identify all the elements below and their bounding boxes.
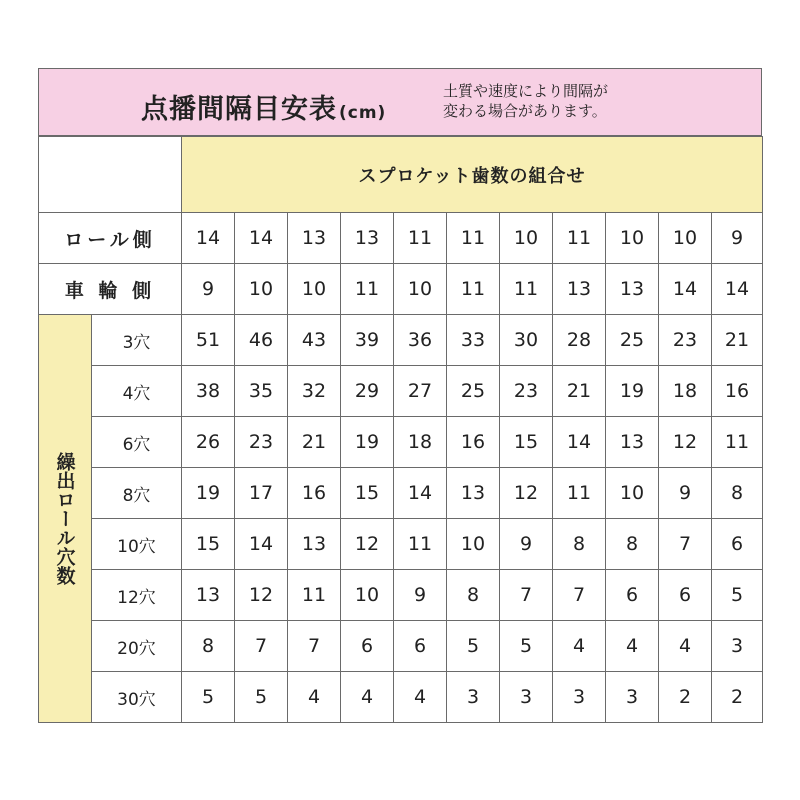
interval-cell-4: 15: [341, 468, 394, 519]
hole-count-label: 3穴: [92, 315, 182, 366]
interval-cell-5: 18: [394, 417, 447, 468]
note-line-1: 土質や速度により間隔が: [443, 82, 609, 100]
wheel-side-cell-1: 9: [182, 264, 235, 315]
wheel-side-cell-10: 14: [659, 264, 712, 315]
interval-cell-2: 5: [235, 672, 288, 723]
interval-cell-11: 21: [712, 315, 763, 366]
interval-cell-10: 18: [659, 366, 712, 417]
interval-cell-11: 2: [712, 672, 763, 723]
interval-cell-9: 19: [606, 366, 659, 417]
interval-cell-7: 30: [500, 315, 553, 366]
interval-cell-1: 13: [182, 570, 235, 621]
interval-cell-3: 7: [288, 621, 341, 672]
note: [443, 81, 608, 121]
interval-cell-11: 11: [712, 417, 763, 468]
wheel-side-cell-4: 11: [341, 264, 394, 315]
interval-cell-5: 6: [394, 621, 447, 672]
interval-cell-3: 32: [288, 366, 341, 417]
interval-cell-1: 8: [182, 621, 235, 672]
roll-side-cell-5: 11: [394, 213, 447, 264]
roll-side-cell-7: 10: [500, 213, 553, 264]
wheel-side-cell-9: 13: [606, 264, 659, 315]
interval-cell-4: 29: [341, 366, 394, 417]
roll-side-cell-9: 10: [606, 213, 659, 264]
roll-side-cell-2: 14: [235, 213, 288, 264]
roll-side-cell-1: 14: [182, 213, 235, 264]
interval-cell-6: 5: [447, 621, 500, 672]
wheel-side-cell-5: 10: [394, 264, 447, 315]
hole-row: [39, 570, 763, 621]
hole-count-label: 8穴: [92, 468, 182, 519]
hole-row: [39, 672, 763, 723]
roll-side-row: [39, 213, 763, 264]
interval-cell-7: 3: [500, 672, 553, 723]
interval-cell-11: 6: [712, 519, 763, 570]
interval-cell-8: 11: [553, 468, 606, 519]
roll-side-cell-6: 11: [447, 213, 500, 264]
hole-count-label: 6穴: [92, 417, 182, 468]
interval-cell-6: 8: [447, 570, 500, 621]
interval-cell-2: 7: [235, 621, 288, 672]
note-line-2: 変わる場合があります。: [443, 102, 607, 120]
interval-cell-3: 21: [288, 417, 341, 468]
interval-cell-9: 6: [606, 570, 659, 621]
interval-cell-7: 5: [500, 621, 553, 672]
roll-side-cell-3: 13: [288, 213, 341, 264]
interval-cell-10: 12: [659, 417, 712, 468]
vertical-label-cell: [39, 315, 92, 723]
interval-cell-10: 23: [659, 315, 712, 366]
interval-cell-1: 26: [182, 417, 235, 468]
interval-cell-8: 28: [553, 315, 606, 366]
interval-cell-5: 27: [394, 366, 447, 417]
interval-cell-1: 51: [182, 315, 235, 366]
interval-cell-8: 4: [553, 621, 606, 672]
interval-cell-3: 16: [288, 468, 341, 519]
hole-row: [39, 621, 763, 672]
interval-cell-5: 14: [394, 468, 447, 519]
vertical-label: 繰出ロール穴数: [53, 452, 76, 585]
interval-cell-9: 3: [606, 672, 659, 723]
interval-cell-4: 6: [341, 621, 394, 672]
hole-row: [39, 366, 763, 417]
wheel-side-cell-7: 11: [500, 264, 553, 315]
interval-cell-6: 13: [447, 468, 500, 519]
roll-side-label: ロール側: [39, 213, 182, 264]
interval-table: [38, 136, 763, 723]
interval-cell-6: 33: [447, 315, 500, 366]
interval-cell-4: 4: [341, 672, 394, 723]
title-bar: [38, 68, 762, 136]
interval-cell-8: 3: [553, 672, 606, 723]
interval-cell-9: 4: [606, 621, 659, 672]
interval-cell-7: 12: [500, 468, 553, 519]
interval-cell-5: 4: [394, 672, 447, 723]
interval-cell-7: 15: [500, 417, 553, 468]
hole-row: [39, 519, 763, 570]
wheel-side-label: 車 輪 側: [39, 264, 182, 315]
wheel-side-cell-11: 14: [712, 264, 763, 315]
interval-cell-11: 8: [712, 468, 763, 519]
sprocket-header: スプロケット歯数の組合せ: [182, 137, 763, 213]
interval-cell-6: 3: [447, 672, 500, 723]
hole-row: [39, 417, 763, 468]
hole-row: [39, 315, 763, 366]
roll-side-cell-4: 13: [341, 213, 394, 264]
interval-cell-10: 9: [659, 468, 712, 519]
interval-cell-2: 17: [235, 468, 288, 519]
interval-cell-4: 19: [341, 417, 394, 468]
title-text: 点播間隔目安表: [141, 94, 337, 125]
interval-cell-8: 21: [553, 366, 606, 417]
interval-cell-9: 10: [606, 468, 659, 519]
interval-cell-10: 2: [659, 672, 712, 723]
wheel-side-cell-6: 11: [447, 264, 500, 315]
wheel-side-cell-3: 10: [288, 264, 341, 315]
corner-cell: [39, 137, 182, 213]
interval-cell-8: 8: [553, 519, 606, 570]
interval-cell-6: 16: [447, 417, 500, 468]
interval-cell-11: 3: [712, 621, 763, 672]
interval-cell-5: 11: [394, 519, 447, 570]
interval-cell-4: 12: [341, 519, 394, 570]
interval-cell-11: 16: [712, 366, 763, 417]
interval-cell-7: 23: [500, 366, 553, 417]
interval-cell-6: 25: [447, 366, 500, 417]
hole-count-label: 10穴: [92, 519, 182, 570]
interval-cell-4: 10: [341, 570, 394, 621]
interval-cell-3: 4: [288, 672, 341, 723]
wheel-side-cell-8: 13: [553, 264, 606, 315]
interval-cell-1: 15: [182, 519, 235, 570]
interval-cell-10: 7: [659, 519, 712, 570]
hole-count-label: 30穴: [92, 672, 182, 723]
interval-cell-1: 19: [182, 468, 235, 519]
interval-cell-3: 43: [288, 315, 341, 366]
wheel-side-cell-2: 10: [235, 264, 288, 315]
interval-cell-10: 4: [659, 621, 712, 672]
sprocket-header-row: [39, 137, 763, 213]
interval-cell-8: 7: [553, 570, 606, 621]
interval-cell-4: 39: [341, 315, 394, 366]
interval-cell-9: 13: [606, 417, 659, 468]
interval-cell-1: 38: [182, 366, 235, 417]
interval-cell-2: 14: [235, 519, 288, 570]
interval-cell-2: 35: [235, 366, 288, 417]
hole-count-label: 12穴: [92, 570, 182, 621]
interval-chart: [38, 68, 762, 723]
interval-cell-7: 9: [500, 519, 553, 570]
roll-side-cell-10: 10: [659, 213, 712, 264]
roll-side-cell-8: 11: [553, 213, 606, 264]
interval-cell-1: 5: [182, 672, 235, 723]
interval-cell-9: 8: [606, 519, 659, 570]
hole-row: [39, 468, 763, 519]
interval-cell-5: 9: [394, 570, 447, 621]
hole-count-label: 4穴: [92, 366, 182, 417]
roll-side-cell-11: 9: [712, 213, 763, 264]
interval-cell-5: 36: [394, 315, 447, 366]
wheel-side-row: [39, 264, 763, 315]
interval-cell-2: 46: [235, 315, 288, 366]
interval-cell-6: 10: [447, 519, 500, 570]
unit-label: (cm): [339, 103, 387, 123]
interval-cell-11: 5: [712, 570, 763, 621]
chart-title: [141, 87, 386, 126]
interval-cell-2: 12: [235, 570, 288, 621]
interval-cell-10: 6: [659, 570, 712, 621]
hole-count-label: 20穴: [92, 621, 182, 672]
interval-cell-3: 11: [288, 570, 341, 621]
interval-cell-3: 13: [288, 519, 341, 570]
interval-cell-2: 23: [235, 417, 288, 468]
interval-cell-9: 25: [606, 315, 659, 366]
interval-cell-8: 14: [553, 417, 606, 468]
interval-cell-7: 7: [500, 570, 553, 621]
